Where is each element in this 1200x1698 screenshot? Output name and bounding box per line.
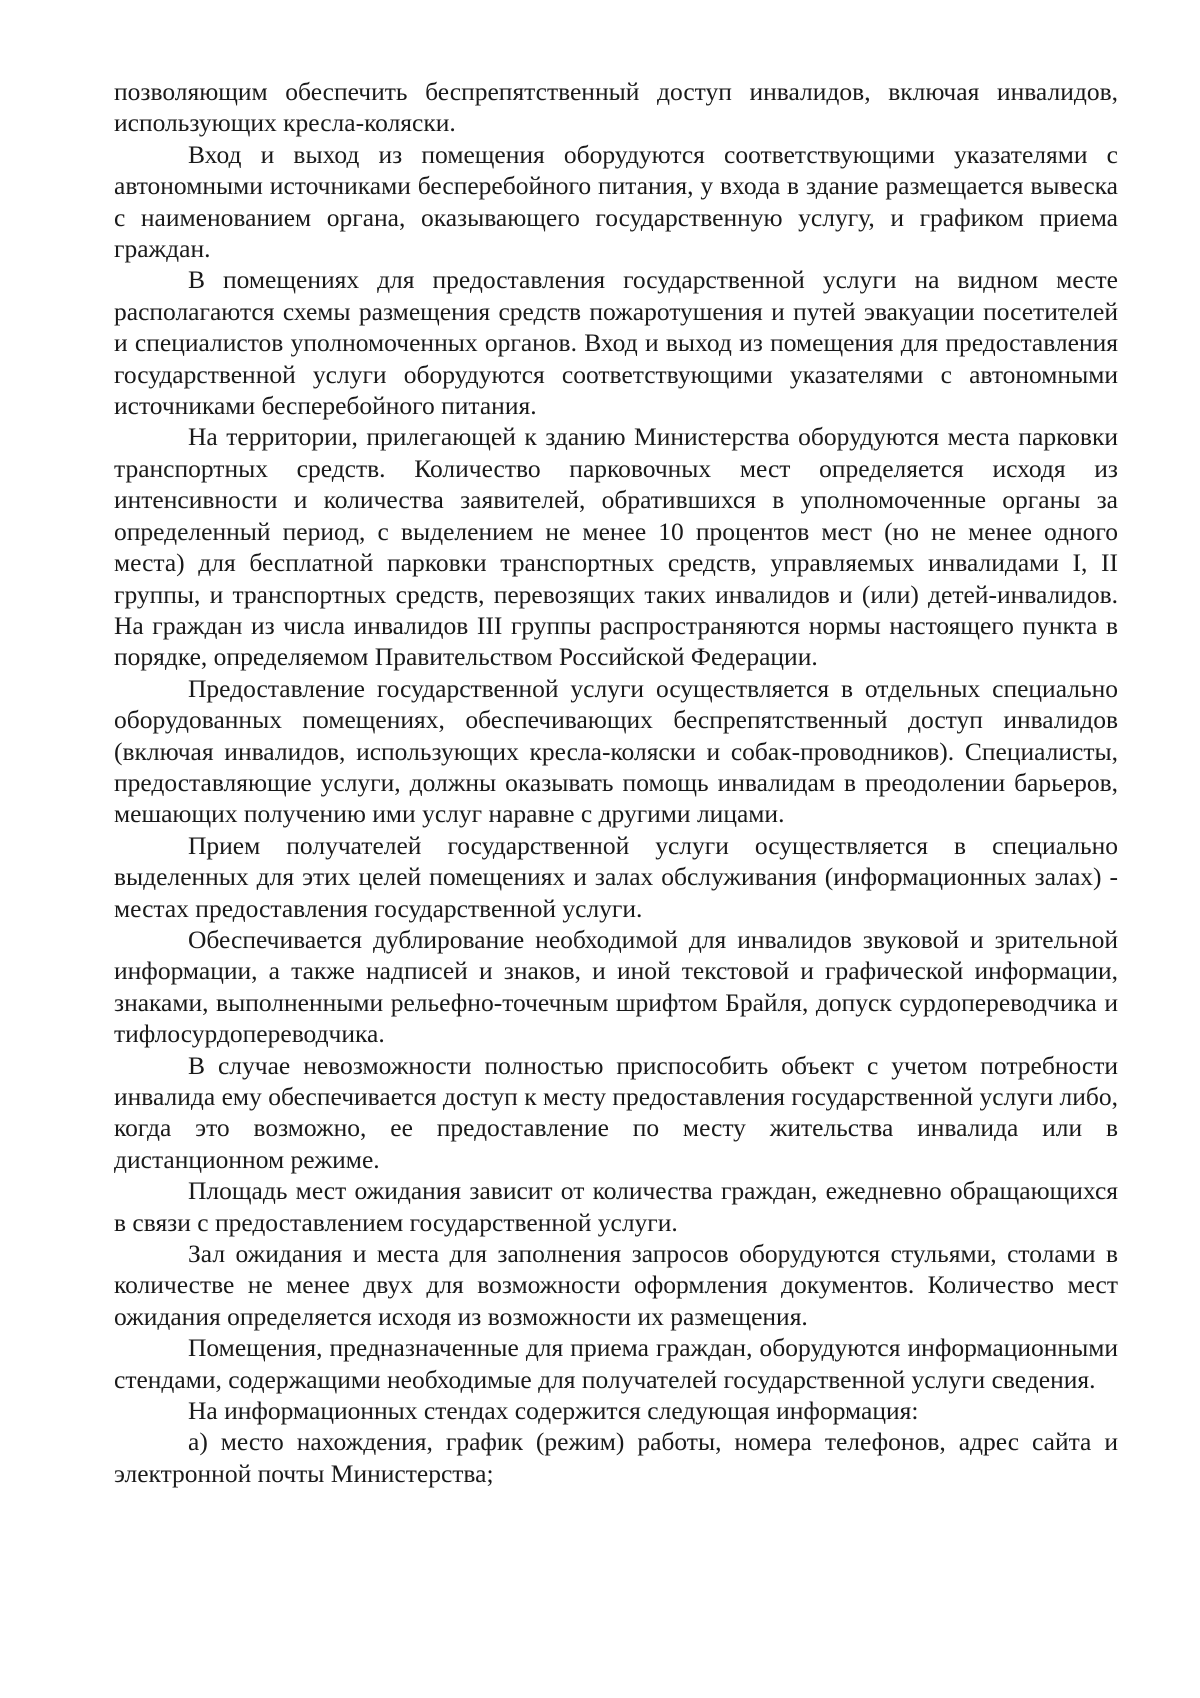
paragraph-information-stands: Помещения, предназначенные для приема граждан, оборудуются информационными стендами, содержащими необходимые для получателей государственной услуги сведения. [114,1333,1118,1394]
paragraph-reception-halls: Прием получателей государственной услуги осуществляется в специально выделенных для этих целей помещениях и залах обслуживания (информационных залах) - местах предоставления государственной услуги. [114,830,1118,923]
paragraph-continuation: позволяющим обеспечить беспрепятственный доступ инвалидов, включая инвалидов, использующих кресла-коляски. [114,77,1118,138]
document-page [114,76,1118,1489]
paragraph-accessible-premises: Предоставление государственной услуги осуществляется в отдельных специально оборудованных помещениях, обеспечивающих беспрепятственный доступ инвалидов (включая инвалидов, использующих кресла-коляски и собак-проводников). Специалисты, предоставляющие услуги, должны оказывать помощь инвалидам в преодолении барьеров, мешающих получению ими услуг наравне с другими лицами. [114,673,1118,829]
paragraph-stand-contents-intro: На информационных стендах содержится следующая информация: [188,1396,919,1426]
paragraph-evacuation-schemes: В помещениях для предоставления государственной услуги на видном месте располагаются схемы размещения средств пожаротушения и путей эвакуации посетителей и специалистов уполномоченных органов. Вход и выход из помещения для предоставления государственной услуги оборудуются соответствующими указателями с автономными источниками бесперебойного питания. [114,265,1118,421]
paragraph-braille-duplication: Обеспечивается дублирование необходимой для инвалидов звуковой и зрительной информации, а также надписей и знаков, и иной текстовой и графической информации, знаками, выполненными рельефно-точечным шрифтом Брайля, допуск сурдопереводчика и тифлосурдопереводчика. [114,924,1118,1049]
paragraph-entrance-signage: Вход и выход из помещения оборудуются соответствующими указателями с автономными источниками бесперебойного питания, у входа в здание размещается вывеска с наименованием органа, оказывающего государственную услугу, и графиком приема граждан. [114,139,1118,264]
paragraph-waiting-area: Площадь мест ожидания зависит от количества граждан, ежедневно обращающихся в связи с предоставлением государственной услуги. [114,1176,1118,1237]
paragraph-waiting-hall-furniture: Зал ожидания и места для заполнения запросов оборудуются стульями, столами в количестве не менее двух для возможности оформления документов. Количество мест ожидания определяется исходя из возможности их размещения. [114,1239,1118,1331]
paragraph-list-item-a: а) место нахождения, график (режим) работы, номера телефонов, адрес сайта и электронной почты Министерства; [114,1427,1118,1488]
paragraph-remote-access: В случае невозможности полностью приспособить объект с учетом потребности инвалида ему обеспечивается доступ к месту предоставления государственной услуги либо, когда это возможно, ее предоставление по месту жительства инвалида или в дистанционном режиме. [114,1050,1118,1174]
paragraph-parking: На территории, прилегающей к зданию Министерства оборудуются места парковки транспортных средств. Количество парковочных мест определяется исходя из интенсивности и количества заявителей, обратившихся в уполномоченные органы за определенный период, с выделением не менее 10 процентов мест (но не менее одного места) для бесплатной парковки транспортных средств, управляемых инвалидами I, II группы, и транспортных средств, перевозящих таких инвалидов и (или) детей-инвалидов. На граждан из числа инвалидов III группы распространяются нормы настоящего пункта в порядке, определяемом Правительством Российской Федерации. [114,422,1118,672]
